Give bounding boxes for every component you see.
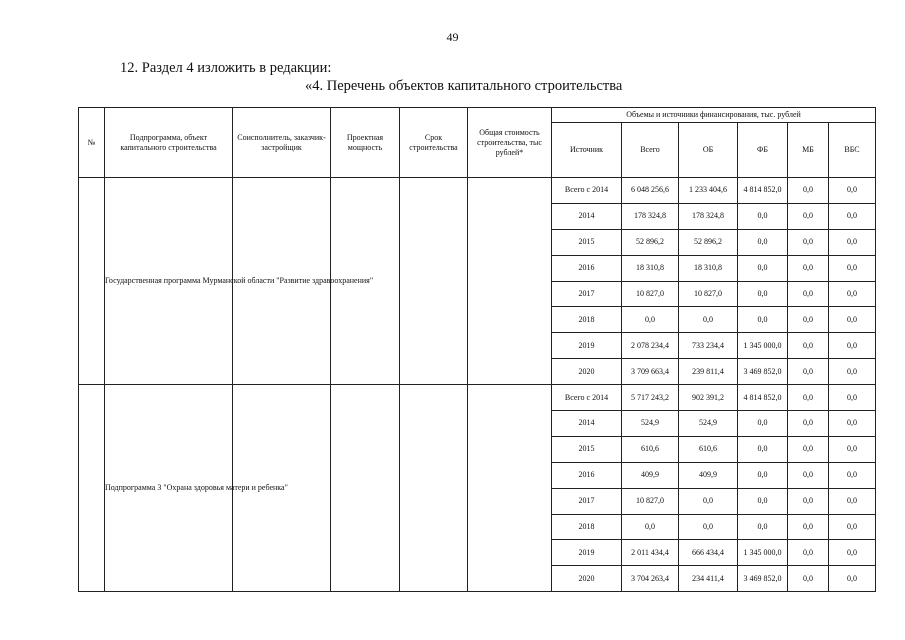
cell-fb: 0,0 xyxy=(738,488,788,514)
cell-mb: 0,0 xyxy=(788,385,829,411)
cell-vbs: 0,0 xyxy=(829,411,876,437)
cell-ob: 52 896,2 xyxy=(679,229,738,255)
cell-vbs: 0,0 xyxy=(829,178,876,204)
cell-source: 2014 xyxy=(552,203,622,229)
cell-fb: 0,0 xyxy=(738,462,788,488)
header-total-cost: Общая стоимость строительства, тыс рублей* xyxy=(468,108,552,178)
cell-ob: 18 310,8 xyxy=(679,255,738,281)
cell-fb: 1 345 000,0 xyxy=(738,333,788,359)
cell-mb: 0,0 xyxy=(788,514,829,540)
cell-total: 2 011 434,4 xyxy=(622,540,679,566)
cell-vbs: 0,0 xyxy=(829,436,876,462)
cell-source: 2020 xyxy=(552,566,622,592)
table-title: «4. Перечень объектов капитального строительства xyxy=(305,78,623,94)
cell-mb: 0,0 xyxy=(788,462,829,488)
cell-ob: 524,9 xyxy=(679,411,738,437)
cell-fb: 0,0 xyxy=(738,307,788,333)
header-num: № xyxy=(79,108,105,178)
cell-total: 3 704 263,4 xyxy=(622,566,679,592)
cell-capacity xyxy=(331,385,400,592)
cell-total: 10 827,0 xyxy=(622,488,679,514)
header-capacity: Проектная мощность xyxy=(331,108,400,178)
cell-period xyxy=(400,178,468,385)
cell-fb: 0,0 xyxy=(738,281,788,307)
cell-vbs: 0,0 xyxy=(829,255,876,281)
cell-source: 2016 xyxy=(552,462,622,488)
cell-ob: 666 434,4 xyxy=(679,540,738,566)
cell-source: 2020 xyxy=(552,359,622,385)
cell-total: 0,0 xyxy=(622,307,679,333)
cell-ob: 234 411,4 xyxy=(679,566,738,592)
cell-mb: 0,0 xyxy=(788,566,829,592)
cell-fb: 1 345 000,0 xyxy=(738,540,788,566)
cell-source: Всего с 2014 xyxy=(552,178,622,204)
cell-source: 2017 xyxy=(552,488,622,514)
cell-fb: 4 814 852,0 xyxy=(738,178,788,204)
cell-source: 2016 xyxy=(552,255,622,281)
cell-total: 6 048 256,6 xyxy=(622,178,679,204)
cell-mb: 0,0 xyxy=(788,203,829,229)
cell-total-cost xyxy=(468,178,552,385)
cell-ob: 733 234,4 xyxy=(679,333,738,359)
cell-mb: 0,0 xyxy=(788,540,829,566)
cell-total: 610,6 xyxy=(622,436,679,462)
cell-vbs: 0,0 xyxy=(829,307,876,333)
cell-fb: 0,0 xyxy=(738,203,788,229)
cell-ob: 610,6 xyxy=(679,436,738,462)
header-source: Источник xyxy=(552,123,622,178)
cell-vbs: 0,0 xyxy=(829,359,876,385)
cell-fb: 0,0 xyxy=(738,514,788,540)
cell-program-name: Подпрограмма 3 "Охрана здоровья матери и ребенка" xyxy=(105,385,233,592)
cell-fb: 3 469 852,0 xyxy=(738,359,788,385)
cell-source: 2018 xyxy=(552,307,622,333)
cell-ob: 902 391,2 xyxy=(679,385,738,411)
cell-source: 2019 xyxy=(552,333,622,359)
cell-source: 2017 xyxy=(552,281,622,307)
cell-source: 2018 xyxy=(552,514,622,540)
cell-mb: 0,0 xyxy=(788,255,829,281)
cell-total: 52 896,2 xyxy=(622,229,679,255)
cell-ob: 239 811,4 xyxy=(679,359,738,385)
cell-ob: 178 324,8 xyxy=(679,203,738,229)
cell-mb: 0,0 xyxy=(788,436,829,462)
cell-mb: 0,0 xyxy=(788,281,829,307)
table-body xyxy=(79,178,876,592)
cell-vbs: 0,0 xyxy=(829,229,876,255)
cell-fb: 0,0 xyxy=(738,229,788,255)
cell-ob: 10 827,0 xyxy=(679,281,738,307)
cell-source: 2015 xyxy=(552,436,622,462)
cell-vbs: 0,0 xyxy=(829,203,876,229)
cell-ob: 0,0 xyxy=(679,514,738,540)
page-number: 49 xyxy=(446,30,459,44)
header-funding-group: Объемы и источники финансирования, тыс. рублей xyxy=(552,108,876,123)
cell-total: 5 717 243,2 xyxy=(622,385,679,411)
cell-mb: 0,0 xyxy=(788,229,829,255)
header-vbs: ВБС xyxy=(829,123,876,178)
cell-total-cost xyxy=(468,385,552,592)
cell-program-name: Государственная программа Мурманской области "Развитие здравоохранения" xyxy=(105,178,233,385)
section-title: 12. Раздел 4 изложить в редакции: xyxy=(120,60,332,76)
cell-mb: 0,0 xyxy=(788,411,829,437)
cell-total: 18 310,8 xyxy=(622,255,679,281)
cell-total: 409,9 xyxy=(622,462,679,488)
cell-mb: 0,0 xyxy=(788,307,829,333)
cell-total: 178 324,8 xyxy=(622,203,679,229)
cell-total: 524,9 xyxy=(622,411,679,437)
capital-construction-table xyxy=(78,107,876,592)
cell-source: Всего с 2014 xyxy=(552,385,622,411)
cell-mb: 0,0 xyxy=(788,333,829,359)
header-total: Всего xyxy=(622,123,679,178)
cell-fb: 3 469 852,0 xyxy=(738,566,788,592)
cell-total: 2 078 234,4 xyxy=(622,333,679,359)
cell-num xyxy=(79,178,105,385)
cell-vbs: 0,0 xyxy=(829,281,876,307)
cell-source: 2019 xyxy=(552,540,622,566)
header-program: Подпрограмма, объект капитального строительства xyxy=(105,108,233,178)
cell-vbs: 0,0 xyxy=(829,333,876,359)
cell-vbs: 0,0 xyxy=(829,462,876,488)
table-row xyxy=(79,385,876,411)
header-contractor: Соисполнитель, заказчик-застройщик xyxy=(233,108,331,178)
header-fb: ФБ xyxy=(738,123,788,178)
cell-ob: 409,9 xyxy=(679,462,738,488)
cell-period xyxy=(400,385,468,592)
cell-vbs: 0,0 xyxy=(829,385,876,411)
cell-source: 2014 xyxy=(552,411,622,437)
cell-vbs: 0,0 xyxy=(829,488,876,514)
cell-vbs: 0,0 xyxy=(829,566,876,592)
cell-source: 2015 xyxy=(552,229,622,255)
header-ob: ОБ xyxy=(679,123,738,178)
cell-total: 3 709 663,4 xyxy=(622,359,679,385)
cell-fb: 4 814 852,0 xyxy=(738,385,788,411)
cell-mb: 0,0 xyxy=(788,178,829,204)
cell-total: 0,0 xyxy=(622,514,679,540)
cell-total: 10 827,0 xyxy=(622,281,679,307)
cell-fb: 0,0 xyxy=(738,436,788,462)
cell-ob: 0,0 xyxy=(679,307,738,333)
cell-vbs: 0,0 xyxy=(829,540,876,566)
cell-vbs: 0,0 xyxy=(829,514,876,540)
cell-ob: 1 233 404,6 xyxy=(679,178,738,204)
header-mb: МБ xyxy=(788,123,829,178)
cell-ob: 0,0 xyxy=(679,488,738,514)
header-period: Срок строительства xyxy=(400,108,468,178)
cell-fb: 0,0 xyxy=(738,255,788,281)
cell-fb: 0,0 xyxy=(738,411,788,437)
cell-mb: 0,0 xyxy=(788,488,829,514)
cell-num xyxy=(79,385,105,592)
table-row xyxy=(79,178,876,204)
cell-mb: 0,0 xyxy=(788,359,829,385)
